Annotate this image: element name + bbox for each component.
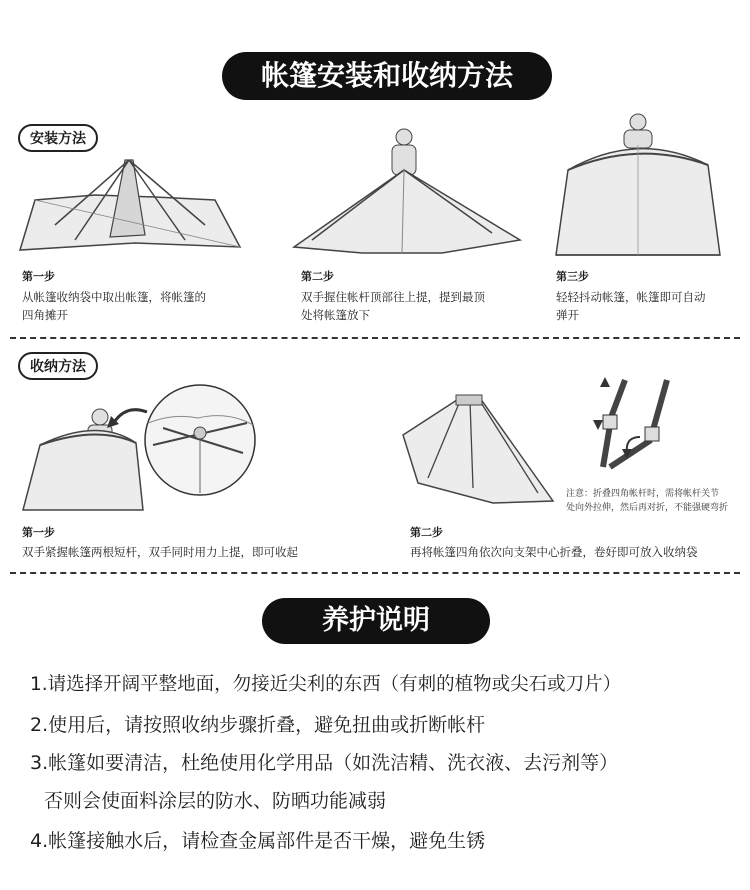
- page-title: 帐篷安装和收纳方法: [222, 52, 552, 100]
- install-step2-illustration: [292, 125, 522, 255]
- divider: [10, 337, 740, 339]
- care-item-3-continued: 否则会使面料涂层的防水、防晒功能减弱: [44, 790, 387, 812]
- zoom-detail-illustration: [143, 383, 258, 498]
- storage-step1-text: 双手紧握帐篷两根短杆，双手同时用力上提，即可收起: [22, 545, 298, 559]
- folding-note: 注意：折叠四角帐杆时，需将帐杆关节 处向外拉伸，然后再对折，不能强硬弯折: [566, 489, 729, 513]
- install-method-tag: 安装方法: [18, 124, 98, 152]
- care-item-3: 3.帐篷如要清洁，杜绝使用化学用品（如洗洁精、洗衣液、去污剂等）: [30, 752, 619, 774]
- install-step3-label: 第三步: [556, 270, 589, 283]
- install-step3-text: 轻轻抖动帐篷，帐篷即可自动 弹开: [556, 290, 706, 322]
- install-step2-label: 第二步: [301, 270, 334, 283]
- divider: [10, 572, 740, 574]
- care-item-4: 4.帐篷接触水后，请检查金属部件是否干燥，避免生锈: [30, 830, 486, 852]
- care-item-2: 2.使用后，请按照收纳步骤折叠，避免扭曲或折断帐杆: [30, 714, 486, 736]
- install-step2-text: 双手握住帐杆顶部往上提，提到最顶 处将帐篷放下: [301, 290, 485, 322]
- pole-joint-illustration: [585, 375, 685, 475]
- install-step3-illustration: [548, 110, 728, 260]
- care-title: 养护说明: [262, 598, 490, 644]
- install-step1-label: 第一步: [22, 270, 55, 283]
- storage-method-tag: 收纳方法: [18, 352, 98, 380]
- storage-step2-illustration: [398, 393, 558, 508]
- storage-step2-text: 再将帐篷四角依次向支架中心折叠，卷好即可放入收纳袋: [410, 545, 698, 559]
- storage-step1-label: 第一步: [22, 526, 55, 539]
- install-step1-text: 从帐篷收纳袋中取出帐篷，将帐篷的 四角摊开: [22, 290, 206, 322]
- storage-step2-label: 第二步: [410, 526, 443, 539]
- care-item-1: 1.请选择开阔平整地面，勿接近尖利的东西（有刺的植物或尖石或刀片）: [30, 674, 622, 695]
- install-step1-illustration: [15, 155, 245, 255]
